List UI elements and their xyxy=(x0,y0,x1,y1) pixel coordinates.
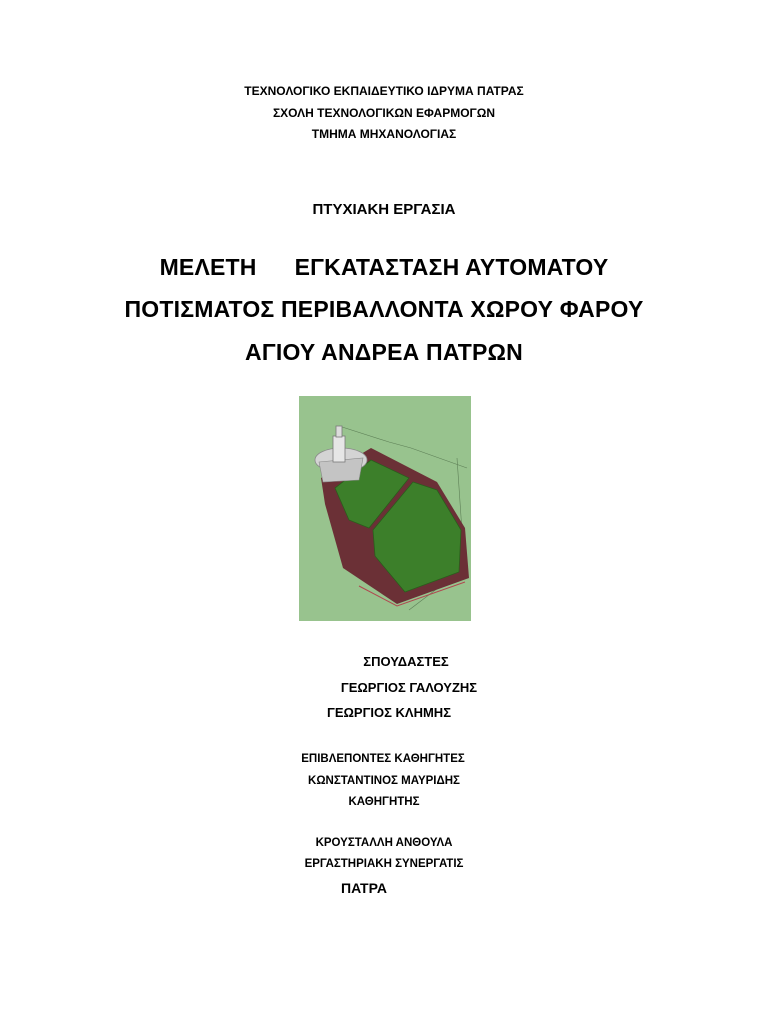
students-heading: ΣΠΟΥΔΑΣΤΕΣ xyxy=(363,654,449,669)
title-line-1-part-1: ΜΕΛΕΤΗ xyxy=(159,254,257,280)
supervisor-role-2: ΕΡΓΑΣΤΗΡΙΑΚΗ ΣΥΝΕΡΓΑΤΙΣ xyxy=(304,858,464,870)
lighthouse-lantern xyxy=(336,426,342,437)
department-name: ΤΜΗΜΑ ΜΗΧΑΝΟΛΟΓΙΑΣ xyxy=(311,127,457,141)
city-name: ΠΑΤΡΑ xyxy=(340,880,388,896)
title-line-1 xyxy=(0,254,768,281)
title-line-1-part-2: ΕΓΚΑΤΑΣΤΑΣΗ ΑΥΤΟΜΑΤΟΥ xyxy=(294,254,609,280)
school-name: ΣΧΟΛΗ ΤΕΧΝΟΛΟΓΙΚΩΝ ΕΦΑΡΜΟΓΩΝ xyxy=(272,106,496,120)
site-plan-image xyxy=(299,396,471,621)
thesis-label: ΠΤΥΧΙΑΚΗ ΕΡΓΑΣΙΑ xyxy=(312,201,456,218)
student-name-1: ΓΕΩΡΓΙΟΣ ΓΑΛΟΥΖΗΣ xyxy=(340,680,478,695)
supervisors-heading: ΕΠΙΒΛΕΠΟΝΤΕΣ ΚΑΘΗΓΗΤΕΣ xyxy=(301,753,465,765)
title-line-3: ΑΓΙΟΥ ΑΝΔΡΕΑ ΠΑΤΡΩΝ xyxy=(245,339,523,365)
title-line-2: ΠΟΤΙΣΜΑΤΟΣ ΠΕΡΙΒΑΛΛΟΝΤΑ ΧΩΡΟΥ ΦΑΡΟΥ xyxy=(124,296,644,322)
supervisor-name-1: ΚΩΝΣΤΑΝΤΙΝΟΣ ΜΑΥΡΙΔΗΣ xyxy=(308,775,460,787)
institution-name: ΤΕΧΝΟΛΟΓΙΚΟ ΕΚΠΑΙΔΕΥΤΙΚΟ ΙΔΡΥΜΑ ΠΑΤΡΑΣ xyxy=(244,84,524,98)
lighthouse-tower xyxy=(333,436,345,462)
supervisor-role-1: ΚΑΘΗΓΗΤΗΣ xyxy=(348,796,420,808)
supervisor-name-2: ΚΡΟΥΣΤΑΛΛΗ ΑΝΘΟΥΛΑ xyxy=(315,837,453,849)
student-name-2: ΓΕΩΡΓΙΟΣ ΚΛΗΜΗΣ xyxy=(327,705,451,720)
